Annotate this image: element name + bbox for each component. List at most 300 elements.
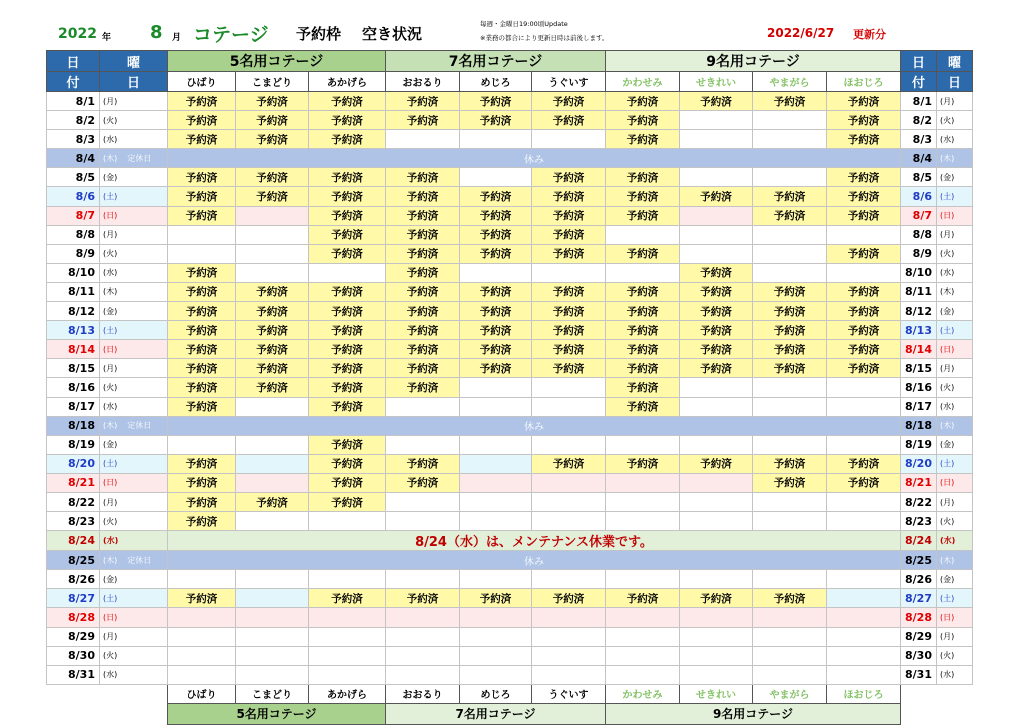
reserved-cell: 予約済 xyxy=(606,187,680,206)
table-row xyxy=(47,187,973,206)
date-cell: 8/9 xyxy=(47,244,100,263)
reserved-cell: 予約済 xyxy=(680,92,753,111)
weekday-cell-right: (土) xyxy=(937,454,973,473)
weekday-header-top: 曜 xyxy=(100,51,168,72)
available-cell xyxy=(606,570,680,589)
reserved-cell: 予約済 xyxy=(309,454,386,473)
date-cell: 8/31 xyxy=(47,665,100,684)
date-cell-right: 8/4 xyxy=(901,149,937,168)
footer-cottage-name-3: おおるり xyxy=(386,684,460,703)
date-cell: 8/20 xyxy=(47,454,100,473)
date-cell: 8/25 xyxy=(47,551,100,570)
weekday-cell: (火) xyxy=(100,378,168,397)
available-cell xyxy=(236,589,309,608)
weekday-cell-right: (月) xyxy=(937,359,973,378)
reserved-cell: 予約済 xyxy=(532,92,606,111)
reserved-cell: 予約済 xyxy=(606,282,680,301)
date-cell: 8/18 xyxy=(47,416,100,435)
weekday-cell: (水) xyxy=(100,397,168,416)
date-cell: 8/30 xyxy=(47,646,100,665)
reserved-cell: 予約済 xyxy=(680,589,753,608)
available-cell xyxy=(827,435,901,454)
reserved-cell: 予約済 xyxy=(386,263,460,282)
date-cell-right: 8/1 xyxy=(901,92,937,111)
cottage-name-7: せきれい xyxy=(680,72,753,92)
reserved-cell: 予約済 xyxy=(753,454,827,473)
reserved-cell: 予約済 xyxy=(236,378,309,397)
reserved-cell: 予約済 xyxy=(680,340,753,359)
weekday-cell-right: (火) xyxy=(937,111,973,130)
footer-cottage-name-9: ほおじろ xyxy=(827,684,901,703)
rest-day-label: 休み xyxy=(168,149,901,168)
table-row xyxy=(47,378,973,397)
reserved-cell: 予約済 xyxy=(309,111,386,130)
weekday-cell-right: (水) xyxy=(937,130,973,149)
reserved-cell: 予約済 xyxy=(606,206,680,225)
available-cell xyxy=(606,263,680,282)
cottage-name-9: ほおじろ xyxy=(827,72,901,92)
cottage-name-0: ひばり xyxy=(168,72,236,92)
weekday-cell: (土) xyxy=(100,589,168,608)
weekday-cell-right: (日) xyxy=(937,340,973,359)
cottage-name-1: こまどり xyxy=(236,72,309,92)
date-cell-right: 8/7 xyxy=(901,206,937,225)
available-cell xyxy=(460,473,532,492)
weekday-header-top-right: 曜 xyxy=(937,51,973,72)
weekday-cell: (月) xyxy=(100,92,168,111)
available-cell xyxy=(236,244,309,263)
reserved-cell: 予約済 xyxy=(386,92,460,111)
available-cell xyxy=(680,111,753,130)
available-cell xyxy=(827,225,901,244)
footer-cottage-name-1: こまどり xyxy=(236,684,309,703)
available-cell xyxy=(532,492,606,511)
footer-group-5: 5名用コテージ xyxy=(168,703,386,724)
weekday-cell: (火) xyxy=(100,512,168,531)
page-subtitle: 予約枠 xyxy=(296,25,342,43)
reserved-cell: 予約済 xyxy=(168,340,236,359)
available-cell xyxy=(460,263,532,282)
weekday-cell-right: (日) xyxy=(937,473,973,492)
available-cell xyxy=(680,627,753,646)
weekday-cell: (日) xyxy=(100,340,168,359)
day-header-bottom: 付 xyxy=(47,72,100,92)
footer-group-7: 7名用コテージ xyxy=(386,703,606,724)
reserved-cell: 予約済 xyxy=(168,263,236,282)
reserved-cell: 予約済 xyxy=(309,589,386,608)
reserved-cell: 予約済 xyxy=(236,321,309,340)
available-cell xyxy=(753,608,827,627)
reserved-cell: 予約済 xyxy=(532,111,606,130)
available-cell xyxy=(606,627,680,646)
date-cell-right: 8/29 xyxy=(901,627,937,646)
footer-group-9: 9名用コテージ xyxy=(606,703,901,724)
reserved-cell: 予約済 xyxy=(386,225,460,244)
reserved-cell: 予約済 xyxy=(532,244,606,263)
weekday-cell-right: (水) xyxy=(937,665,973,684)
available-cell xyxy=(386,512,460,531)
date-cell: 8/1 xyxy=(47,92,100,111)
date-cell-right: 8/11 xyxy=(901,282,937,301)
available-cell xyxy=(753,130,827,149)
date-cell-right: 8/17 xyxy=(901,397,937,416)
closed-day-note: 定休日 xyxy=(127,153,152,163)
table-row xyxy=(47,551,973,570)
weekday-header-bottom-right: 日 xyxy=(937,72,973,92)
available-cell xyxy=(460,627,532,646)
date-cell: 8/5 xyxy=(47,168,100,187)
reserved-cell: 予約済 xyxy=(753,92,827,111)
available-cell xyxy=(606,435,680,454)
available-cell xyxy=(386,130,460,149)
weekday-cell-right: (月) xyxy=(937,627,973,646)
reserved-cell: 予約済 xyxy=(827,321,901,340)
weekday-cell-right: (木) xyxy=(937,282,973,301)
weekday-cell: (月) xyxy=(100,627,168,646)
available-cell xyxy=(680,378,753,397)
reserved-cell: 予約済 xyxy=(753,206,827,225)
weekday-cell: (水) xyxy=(100,665,168,684)
weekday-cell-right: (土) xyxy=(937,187,973,206)
footer-cottage-name-7: せきれい xyxy=(680,684,753,703)
weekday-cell-right: (水) xyxy=(937,263,973,282)
date-cell: 8/7 xyxy=(47,206,100,225)
reserved-cell: 予約済 xyxy=(460,282,532,301)
available-cell xyxy=(680,397,753,416)
reserved-cell: 予約済 xyxy=(386,168,460,187)
available-cell xyxy=(168,244,236,263)
reserved-cell: 予約済 xyxy=(309,435,386,454)
available-cell xyxy=(827,263,901,282)
available-cell xyxy=(532,130,606,149)
available-cell xyxy=(532,608,606,627)
available-cell xyxy=(236,512,309,531)
reserved-cell: 予約済 xyxy=(309,473,386,492)
available-cell xyxy=(532,512,606,531)
table-row xyxy=(47,282,973,301)
table-row xyxy=(47,512,973,531)
date-cell: 8/13 xyxy=(47,321,100,340)
reserved-cell: 予約済 xyxy=(236,492,309,511)
available-cell xyxy=(460,646,532,665)
reserved-cell: 予約済 xyxy=(753,187,827,206)
table-row xyxy=(47,416,973,435)
reserved-cell: 予約済 xyxy=(532,589,606,608)
reserved-cell: 予約済 xyxy=(606,302,680,321)
available-cell xyxy=(753,263,827,282)
weekday-cell: (日) xyxy=(100,473,168,492)
reserved-cell: 予約済 xyxy=(386,206,460,225)
reserved-cell: 予約済 xyxy=(680,282,753,301)
reserved-cell: 予約済 xyxy=(168,302,236,321)
available-cell xyxy=(680,435,753,454)
reserved-cell: 予約済 xyxy=(168,187,236,206)
available-cell xyxy=(386,608,460,627)
maintenance-notice: 8/24（水）は、メンテナンス休業です。 xyxy=(168,531,901,551)
reserved-cell: 予約済 xyxy=(680,321,753,340)
date-cell: 8/15 xyxy=(47,359,100,378)
group-header-7: 7名用コテージ xyxy=(386,51,606,72)
weekday-cell: (金) xyxy=(100,302,168,321)
reserved-cell: 予約済 xyxy=(827,282,901,301)
date-cell-right: 8/19 xyxy=(901,435,937,454)
available-cell xyxy=(236,225,309,244)
available-cell xyxy=(680,646,753,665)
table-row xyxy=(47,340,973,359)
reserved-cell: 予約済 xyxy=(827,111,901,130)
available-cell xyxy=(753,378,827,397)
weekday-cell-right: (月) xyxy=(937,225,973,244)
available-cell xyxy=(168,665,236,684)
cottage-name-6: かわせみ xyxy=(606,72,680,92)
reserved-cell: 予約済 xyxy=(386,340,460,359)
reserved-cell: 予約済 xyxy=(827,244,901,263)
reserved-cell: 予約済 xyxy=(168,454,236,473)
reserved-cell: 予約済 xyxy=(386,244,460,263)
footer-spacer xyxy=(100,703,168,724)
available-cell xyxy=(680,512,753,531)
reserved-cell: 予約済 xyxy=(386,589,460,608)
weekday-cell: (土) xyxy=(100,454,168,473)
weekday-cell-right: (木) xyxy=(937,551,973,570)
year-kanji: 年 xyxy=(102,33,112,43)
reserved-cell: 予約済 xyxy=(680,187,753,206)
reserved-cell: 予約済 xyxy=(309,378,386,397)
reserved-cell: 予約済 xyxy=(309,130,386,149)
table-row xyxy=(47,244,973,263)
reserved-cell: 予約済 xyxy=(532,206,606,225)
weekday-cell-right: (水) xyxy=(937,397,973,416)
reserved-cell: 予約済 xyxy=(386,111,460,130)
reserved-cell: 予約済 xyxy=(753,359,827,378)
available-cell xyxy=(753,225,827,244)
available-cell xyxy=(827,492,901,511)
reserved-cell: 予約済 xyxy=(168,492,236,511)
weekday-cell xyxy=(100,416,168,435)
reserved-cell: 予約済 xyxy=(606,321,680,340)
reserved-cell: 予約済 xyxy=(309,168,386,187)
page-subtitle-2: 空き状況 xyxy=(362,25,423,43)
reserved-cell: 予約済 xyxy=(606,397,680,416)
weekday-cell: (水) xyxy=(100,263,168,282)
available-cell xyxy=(460,378,532,397)
date-cell-right: 8/14 xyxy=(901,340,937,359)
reserved-cell: 予約済 xyxy=(532,340,606,359)
available-cell xyxy=(236,397,309,416)
available-cell xyxy=(532,627,606,646)
available-cell xyxy=(309,646,386,665)
available-cell xyxy=(309,263,386,282)
table-row xyxy=(47,130,973,149)
available-cell xyxy=(236,473,309,492)
footer-spacer xyxy=(47,703,100,724)
reserved-cell: 予約済 xyxy=(680,454,753,473)
date-cell-right: 8/8 xyxy=(901,225,937,244)
reserved-cell: 予約済 xyxy=(680,359,753,378)
table-row xyxy=(47,397,973,416)
reserved-cell: 予約済 xyxy=(460,225,532,244)
available-cell xyxy=(532,570,606,589)
reserved-cell: 予約済 xyxy=(168,111,236,130)
weekday-cell: (月) xyxy=(100,359,168,378)
date-cell: 8/27 xyxy=(47,589,100,608)
date-cell-right: 8/3 xyxy=(901,130,937,149)
reserved-cell: 予約済 xyxy=(606,168,680,187)
reserved-cell: 予約済 xyxy=(532,282,606,301)
reserved-cell: 予約済 xyxy=(236,302,309,321)
reserved-cell: 予約済 xyxy=(753,340,827,359)
footer-cottage-name-6: かわせみ xyxy=(606,684,680,703)
date-cell-right: 8/10 xyxy=(901,263,937,282)
weekday-cell: (月) xyxy=(100,492,168,511)
date-cell-right: 8/26 xyxy=(901,570,937,589)
reserved-cell: 予約済 xyxy=(753,282,827,301)
cottage-name-3: おおるり xyxy=(386,72,460,92)
available-cell xyxy=(386,627,460,646)
date-cell: 8/4 xyxy=(47,149,100,168)
reserved-cell: 予約済 xyxy=(827,473,901,492)
footer-cottage-name-0: ひばり xyxy=(168,684,236,703)
reserved-cell: 予約済 xyxy=(532,302,606,321)
reserved-cell: 予約済 xyxy=(309,397,386,416)
reserved-cell: 予約済 xyxy=(386,302,460,321)
reserved-cell: 予約済 xyxy=(532,321,606,340)
reserved-cell: 予約済 xyxy=(168,473,236,492)
reserved-cell: 予約済 xyxy=(309,321,386,340)
available-cell xyxy=(460,608,532,627)
reserved-cell: 予約済 xyxy=(309,244,386,263)
date-cell-right: 8/13 xyxy=(901,321,937,340)
weekday-cell-right: (月) xyxy=(937,92,973,111)
reserved-cell: 予約済 xyxy=(460,340,532,359)
day-header-bottom-right: 付 xyxy=(901,72,937,92)
table-row xyxy=(47,608,973,627)
group-header-5: 5名用コテージ xyxy=(168,51,386,72)
rest-day-label: 休み xyxy=(168,416,901,435)
weekday-cell: (日) xyxy=(100,206,168,225)
reserved-cell: 予約済 xyxy=(236,130,309,149)
available-cell xyxy=(460,492,532,511)
available-cell xyxy=(680,570,753,589)
date-cell-right: 8/18 xyxy=(901,416,937,435)
reserved-cell: 予約済 xyxy=(168,359,236,378)
date-cell: 8/17 xyxy=(47,397,100,416)
available-cell xyxy=(168,225,236,244)
available-cell xyxy=(168,608,236,627)
group-header-9: 9名用コテージ xyxy=(606,51,901,72)
available-cell xyxy=(827,627,901,646)
available-cell xyxy=(753,397,827,416)
table-row xyxy=(47,665,973,684)
date-cell: 8/11 xyxy=(47,282,100,301)
weekday-cell-right: (金) xyxy=(937,168,973,187)
reserved-cell: 予約済 xyxy=(532,187,606,206)
available-cell xyxy=(309,608,386,627)
available-cell xyxy=(827,378,901,397)
reserved-cell: 予約済 xyxy=(606,244,680,263)
available-cell xyxy=(168,570,236,589)
reserved-cell: 予約済 xyxy=(168,321,236,340)
reserved-cell: 予約済 xyxy=(460,92,532,111)
reserved-cell: 予約済 xyxy=(236,187,309,206)
reserved-cell: 予約済 xyxy=(460,244,532,263)
year: 2022 xyxy=(58,26,97,42)
available-cell xyxy=(606,646,680,665)
weekday-cell: (金) xyxy=(100,570,168,589)
reserved-cell: 予約済 xyxy=(680,263,753,282)
cottage-name-2: あかげら xyxy=(309,72,386,92)
reserved-cell: 予約済 xyxy=(309,92,386,111)
reserved-cell: 予約済 xyxy=(168,168,236,187)
reserved-cell: 予約済 xyxy=(606,92,680,111)
date-cell-right: 8/9 xyxy=(901,244,937,263)
closed-day-note: 定休日 xyxy=(127,421,152,431)
available-cell xyxy=(460,435,532,454)
reserved-cell: 予約済 xyxy=(309,206,386,225)
available-cell xyxy=(460,512,532,531)
available-cell xyxy=(168,627,236,646)
available-cell xyxy=(236,435,309,454)
available-cell xyxy=(680,473,753,492)
available-cell xyxy=(460,454,532,473)
available-cell xyxy=(386,570,460,589)
available-cell xyxy=(532,263,606,282)
date-cell: 8/24 xyxy=(47,531,100,551)
available-cell xyxy=(680,492,753,511)
page-header xyxy=(0,20,1024,48)
availability-table xyxy=(46,50,973,725)
date-cell-right: 8/12 xyxy=(901,302,937,321)
weekday-cell: (土) xyxy=(100,187,168,206)
date-cell-right: 8/28 xyxy=(901,608,937,627)
closed-day-note: 定休日 xyxy=(127,555,152,565)
available-cell xyxy=(460,570,532,589)
date-cell: 8/10 xyxy=(47,263,100,282)
date-cell: 8/29 xyxy=(47,627,100,646)
available-cell xyxy=(753,435,827,454)
table-row xyxy=(47,149,973,168)
update-disclaimer: ※業務の都合により更新日時は前後します。 xyxy=(480,34,609,42)
available-cell xyxy=(532,435,606,454)
date-cell-right: 8/24 xyxy=(901,531,937,551)
reserved-cell: 予約済 xyxy=(236,282,309,301)
available-cell xyxy=(532,473,606,492)
available-cell xyxy=(827,589,901,608)
available-cell xyxy=(827,646,901,665)
reserved-cell: 予約済 xyxy=(236,359,309,378)
updated-label: 更新分 xyxy=(853,28,886,41)
available-cell xyxy=(753,168,827,187)
reserved-cell: 予約済 xyxy=(460,187,532,206)
available-cell xyxy=(386,646,460,665)
available-cell xyxy=(309,627,386,646)
available-cell xyxy=(606,473,680,492)
reserved-cell: 予約済 xyxy=(753,321,827,340)
available-cell xyxy=(309,512,386,531)
reserved-cell: 予約済 xyxy=(309,340,386,359)
date-cell: 8/8 xyxy=(47,225,100,244)
date-cell-right: 8/23 xyxy=(901,512,937,531)
reserved-cell: 予約済 xyxy=(606,359,680,378)
available-cell xyxy=(236,646,309,665)
reserved-cell: 予約済 xyxy=(753,473,827,492)
reserved-cell: 予約済 xyxy=(827,340,901,359)
available-cell xyxy=(168,646,236,665)
available-cell xyxy=(386,397,460,416)
reserved-cell: 予約済 xyxy=(386,454,460,473)
reserved-cell: 予約済 xyxy=(753,302,827,321)
reserved-cell: 予約済 xyxy=(309,282,386,301)
